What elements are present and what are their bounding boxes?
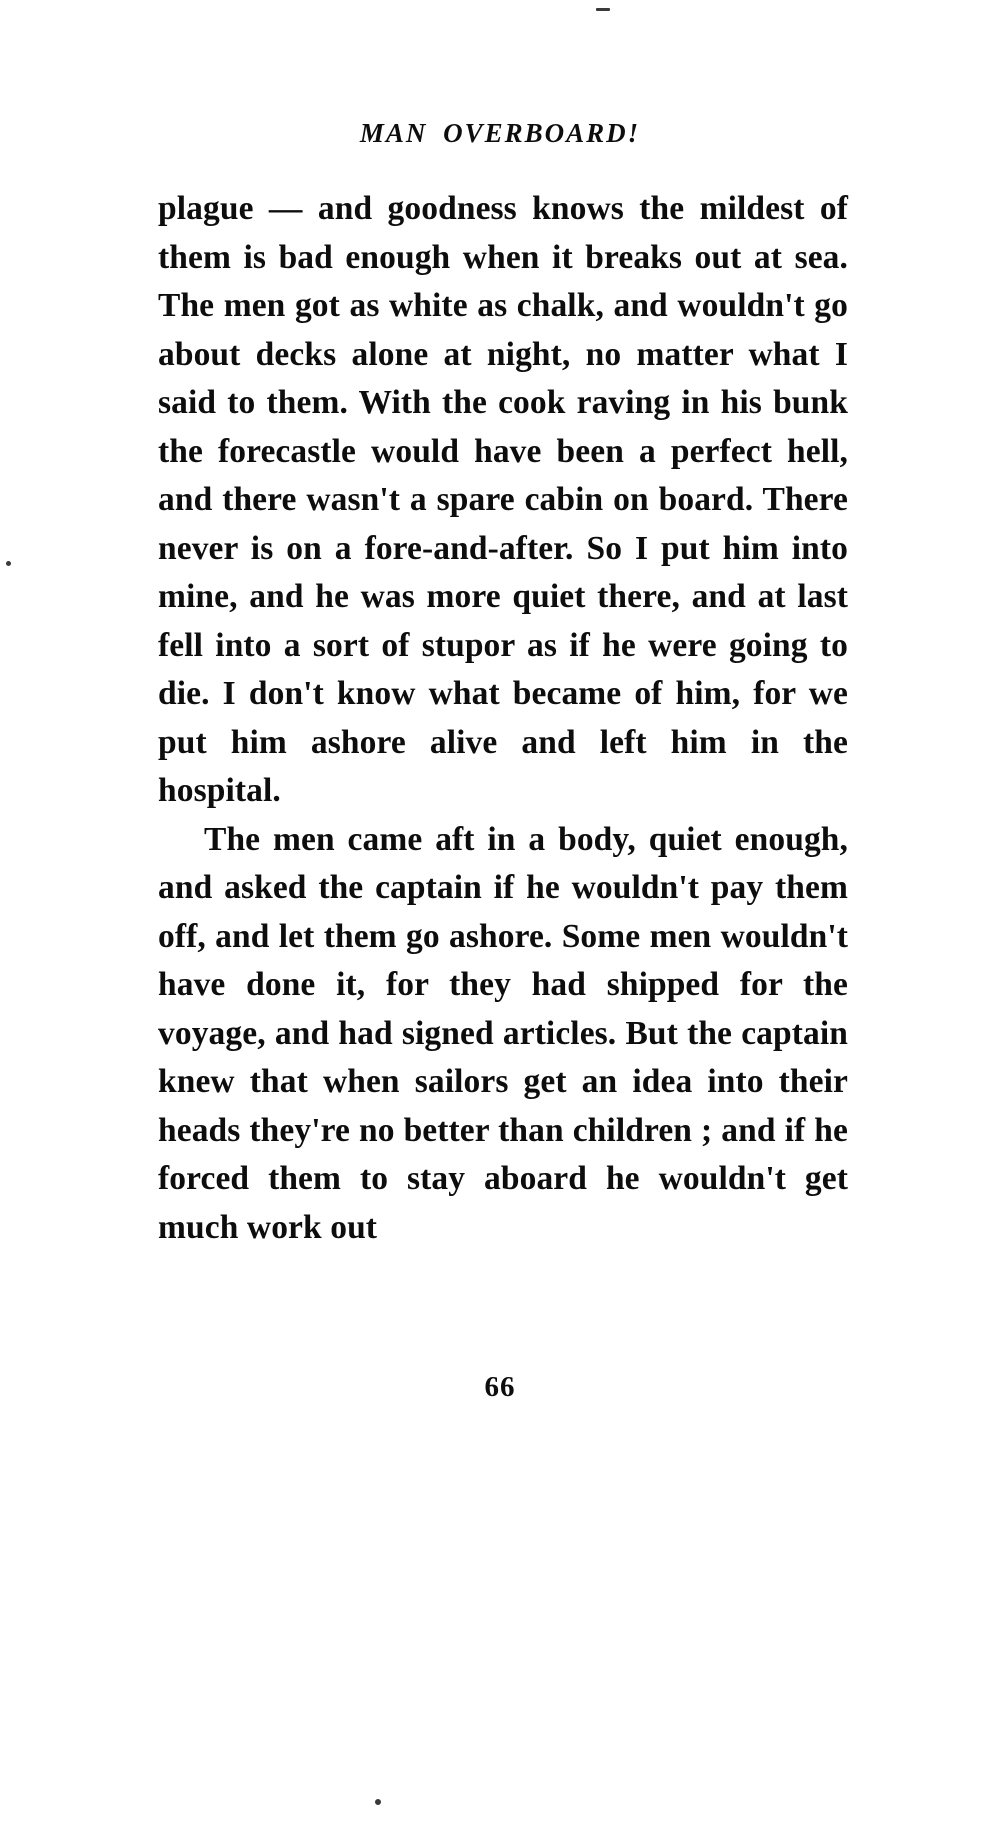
scan-speck-icon [596, 8, 610, 11]
body-text [158, 185, 848, 1252]
running-head: MAN OVERBOARD! [359, 118, 641, 148]
scan-speck-icon [375, 1799, 381, 1805]
scan-speck-icon [6, 561, 11, 566]
page-number: 66 [484, 1371, 516, 1403]
paragraph: The men came aft in a body, quiet enough, and asked the captain if he wouldn't pay them off, and let them go ashore. Some men wouldn't have done it, for they had shipped for the voyage, and had signed articles. But the captain knew that when sailors get an idea into their heads they're no better than children ; and if he forced them to stay aboard he wouldn't get much work out [158, 820, 848, 1246]
paragraph: plague — and goodness knows the mildest of them is bad enough when it breaks out at sea. The men got as white as chalk, and wouldn't go about decks alone at night, no matter what I said to them. With the cook raving in his bunk the forecastle would have been a perfect hell, and there wasn't a spare cabin on board. There never is on a fore-and-after. So I put him into mine, and he was more quiet there, and at last fell into a sort of stupor as if he were going to die. I don't know what became of him, for we put him ashore alive and left him in the hospital. [158, 190, 848, 809]
